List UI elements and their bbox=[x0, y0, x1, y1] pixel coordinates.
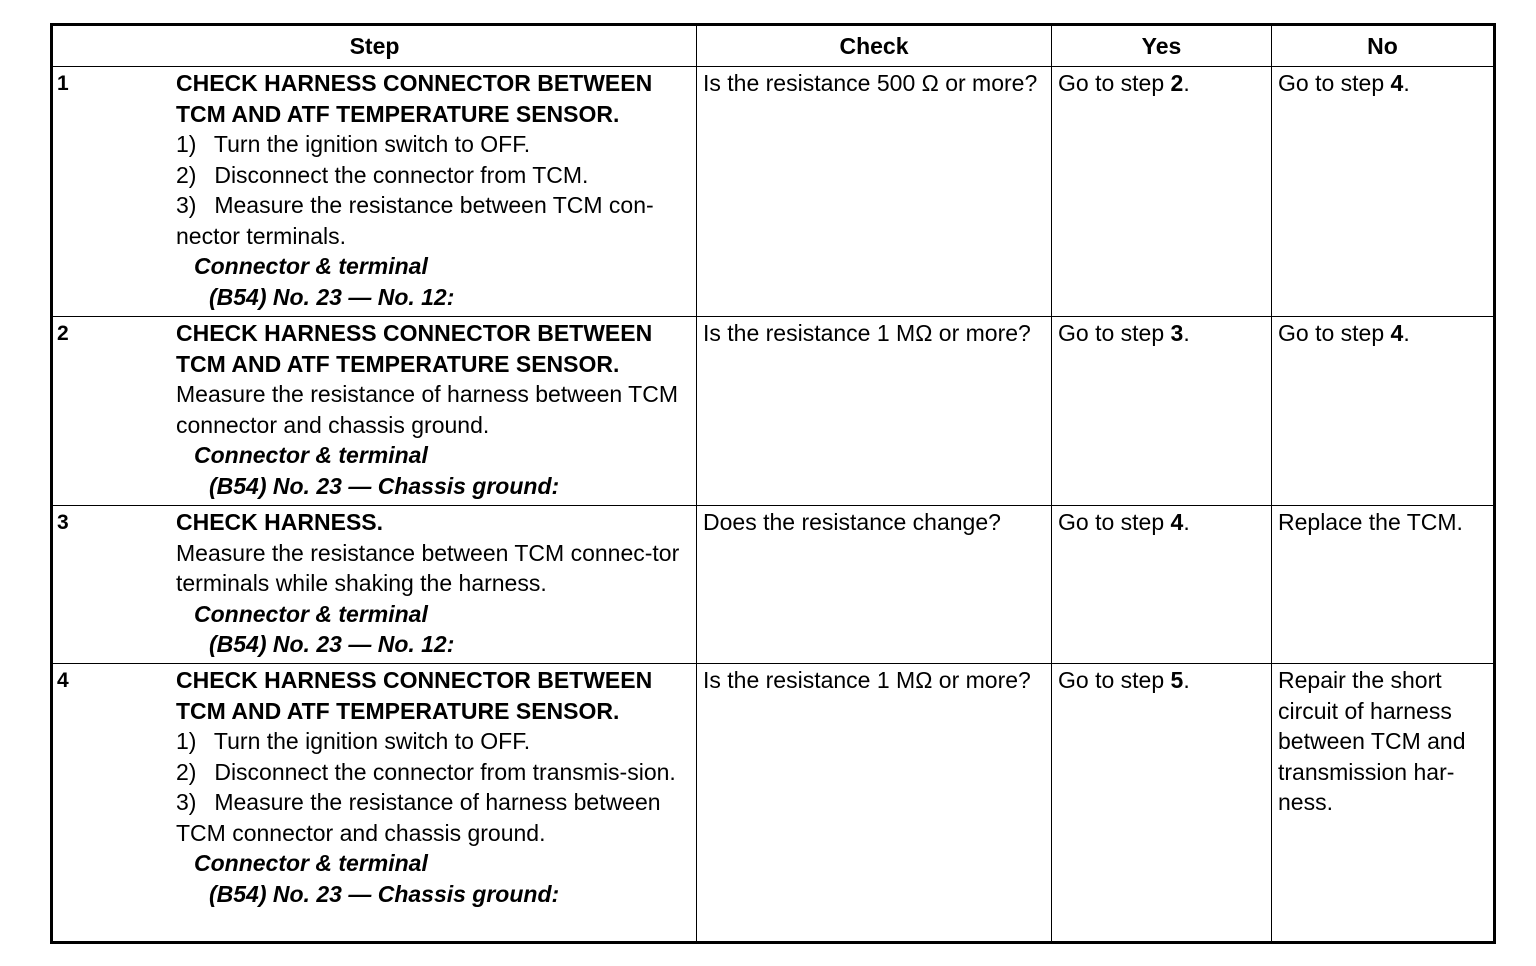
yes-cell bbox=[1052, 67, 1272, 317]
step-cell bbox=[52, 67, 697, 317]
yes-suffix: . bbox=[1183, 70, 1190, 96]
no-prefix: Go to step bbox=[1278, 70, 1391, 96]
table-row bbox=[52, 664, 1495, 943]
connector-terminal-label: Connector & terminal bbox=[194, 442, 428, 468]
yes-suffix: . bbox=[1183, 320, 1190, 346]
connector-terminal-label: Connector & terminal bbox=[194, 850, 428, 876]
no-text: Replace the TCM. bbox=[1278, 509, 1463, 535]
yes-step-number: 4 bbox=[1170, 509, 1184, 535]
step-body bbox=[176, 506, 696, 660]
connector-terminal-value: (B54) No. 23 — Chassis ground: bbox=[209, 472, 560, 499]
yes-text bbox=[1052, 317, 1271, 349]
step-instruction: 3) Measure the resistance between TCM con-nector terminals. bbox=[176, 192, 654, 249]
table-row bbox=[52, 506, 1495, 664]
no-step-number: 4 bbox=[1390, 70, 1404, 96]
step-title: CHECK HARNESS. bbox=[176, 509, 384, 535]
table-row bbox=[52, 67, 1495, 317]
yes-prefix: Go to step bbox=[1058, 509, 1171, 535]
step-number: 1 bbox=[57, 72, 69, 95]
yes-text bbox=[1052, 664, 1271, 696]
no-text bbox=[1272, 317, 1493, 349]
no-cell bbox=[1272, 506, 1495, 664]
check-text: Is the resistance 1 MΩ or more? bbox=[703, 667, 1031, 693]
step-instruction: 1) Turn the ignition switch to OFF. bbox=[176, 728, 531, 754]
step-body bbox=[176, 317, 696, 501]
yes-cell bbox=[1052, 506, 1272, 664]
connector-terminal-label: Connector & terminal bbox=[194, 600, 428, 627]
yes-step-number: 2 bbox=[1170, 70, 1184, 96]
yes-step-number: 3 bbox=[1170, 320, 1184, 346]
connector-terminal-value: (B54) No. 23 — No. 12: bbox=[209, 631, 455, 657]
step-instruction: 1) Turn the ignition switch to OFF. bbox=[176, 131, 531, 157]
header-check: Check bbox=[697, 25, 1052, 67]
check-text: Is the resistance 1 MΩ or more? bbox=[703, 320, 1031, 346]
table-row bbox=[52, 317, 1495, 506]
step-cell bbox=[52, 317, 697, 506]
yes-prefix: Go to step bbox=[1058, 320, 1171, 346]
check-cell bbox=[697, 664, 1052, 943]
yes-text bbox=[1052, 506, 1271, 538]
no-text: Repair the short circuit of harness between TCM and transmission har-ness. bbox=[1278, 667, 1466, 815]
connector-terminal-value: (B54) No. 23 — Chassis ground: bbox=[209, 880, 560, 907]
check-cell bbox=[697, 67, 1052, 317]
step-instruction: Measure the resistance of harness between TCM connector and chassis ground. bbox=[176, 381, 678, 438]
no-text bbox=[1272, 67, 1493, 99]
no-cell bbox=[1272, 67, 1495, 317]
check-cell bbox=[697, 317, 1052, 506]
table-header-row bbox=[52, 25, 1495, 67]
connector-terminal-value: (B54) No. 23 — No. 12: bbox=[209, 283, 455, 310]
step-title: CHECK HARNESS CONNECTOR BETWEEN TCM AND ATF TEMPERATURE SENSOR. bbox=[176, 70, 653, 127]
no-suffix: . bbox=[1403, 70, 1410, 96]
no-suffix: . bbox=[1403, 320, 1410, 346]
step-instruction: Measure the resistance between TCM connec-tor terminals while shaking the harness. bbox=[176, 539, 680, 596]
yes-cell bbox=[1052, 317, 1272, 506]
step-title: CHECK HARNESS CONNECTOR BETWEEN TCM AND ATF TEMPERATURE SENSOR. bbox=[176, 320, 653, 377]
yes-prefix: Go to step bbox=[1058, 70, 1171, 96]
step-body bbox=[176, 67, 696, 312]
connector-terminal-label: Connector & terminal bbox=[194, 253, 428, 279]
no-cell bbox=[1272, 317, 1495, 506]
yes-suffix: . bbox=[1183, 509, 1190, 535]
step-body bbox=[176, 664, 696, 909]
yes-cell bbox=[1052, 664, 1272, 943]
yes-suffix: . bbox=[1183, 667, 1190, 693]
yes-prefix: Go to step bbox=[1058, 667, 1171, 693]
check-cell bbox=[697, 506, 1052, 664]
step-instruction: 2) Disconnect the connector from transmis-sion. bbox=[176, 758, 676, 785]
no-prefix: Go to step bbox=[1278, 320, 1391, 346]
step-instruction: 3) Measure the resistance of harness between TCM connector and chassis ground. bbox=[176, 789, 661, 846]
header-no: No bbox=[1272, 25, 1495, 67]
step-number: 2 bbox=[57, 322, 69, 345]
check-text: Is the resistance 500 Ω or more? bbox=[703, 70, 1038, 96]
step-title: CHECK HARNESS CONNECTOR BETWEEN TCM AND ATF TEMPERATURE SENSOR. bbox=[176, 667, 653, 724]
header-step: Step bbox=[52, 25, 697, 67]
step-number: 4 bbox=[57, 669, 69, 692]
step-cell bbox=[52, 664, 697, 943]
header-yes: Yes bbox=[1052, 25, 1272, 67]
diagnostic-table bbox=[50, 23, 1496, 944]
step-instruction: 2) Disconnect the connector from TCM. bbox=[176, 161, 589, 188]
step-cell bbox=[52, 506, 697, 664]
check-text: Does the resistance change? bbox=[703, 509, 1001, 535]
step-number: 3 bbox=[57, 511, 69, 534]
no-cell bbox=[1272, 664, 1495, 943]
yes-text bbox=[1052, 67, 1271, 99]
no-step-number: 4 bbox=[1390, 320, 1404, 346]
yes-step-number: 5 bbox=[1170, 667, 1184, 693]
